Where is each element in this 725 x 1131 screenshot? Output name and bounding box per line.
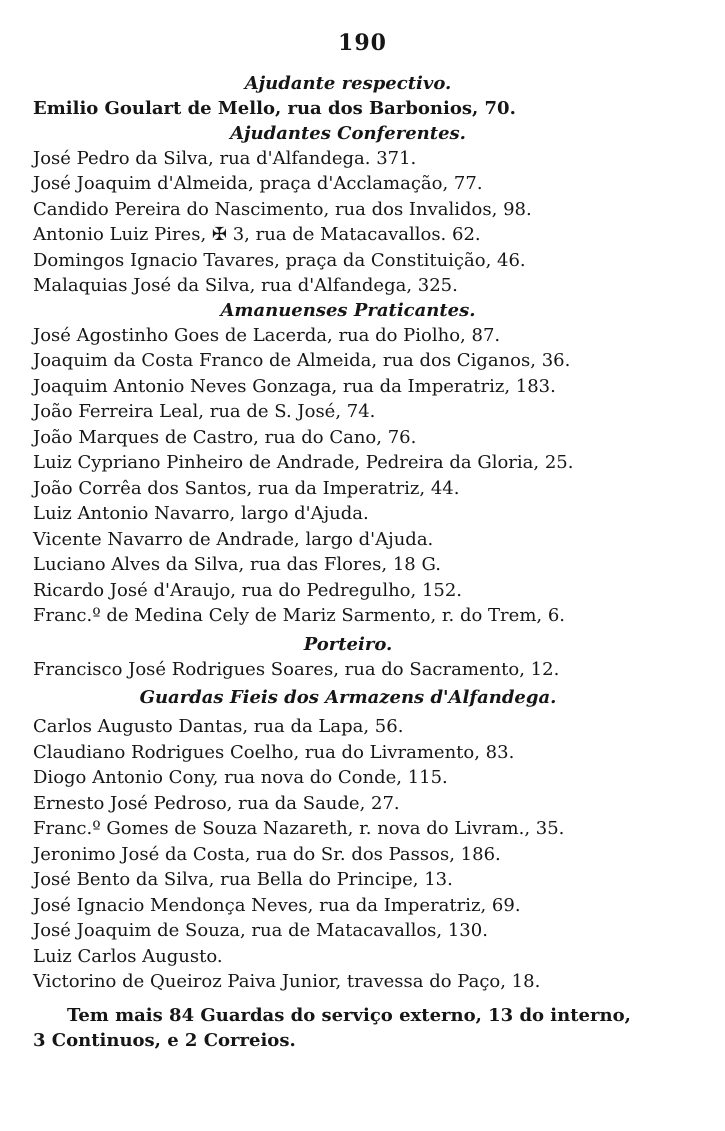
list-item: Vicente Navarro de Andrade, largo d'Ajuda. bbox=[33, 528, 434, 550]
footnote bbox=[33, 1003, 643, 1053]
section-ajudantes-conferentes bbox=[33, 122, 643, 299]
section-ajudante-respectivo bbox=[33, 72, 643, 122]
list-item: Joaquim Antonio Neves Gonzaga, rua da Imperatriz, 183. bbox=[33, 375, 556, 397]
footnote-line: Tem mais 84 Guardas do serviço externo, 13 do interno, bbox=[67, 1004, 631, 1026]
list-item: Luiz Cypriano Pinheiro de Andrade, Pedreira da Gloria, 25. bbox=[33, 452, 574, 473]
list-item: Luciano Alves da Silva, rua das Flores, 18 G. bbox=[33, 554, 441, 575]
section-heading: Ajudante respectivo. bbox=[244, 73, 452, 94]
list-item: João Marques de Castro, rua do Cano, 76. bbox=[33, 426, 417, 448]
list-item: João Corrêa dos Santos, rua da Imperatriz, 44. bbox=[33, 477, 460, 499]
list-item: Joaquim da Costa Franco de Almeida, rua dos Ciganos, 36. bbox=[33, 350, 571, 371]
list-item: João Ferreira Leal, rua de S. José, 74. bbox=[33, 401, 376, 422]
directory-content bbox=[33, 72, 643, 1053]
list-item: Ernesto José Pedroso, rua da Saude, 27. bbox=[33, 792, 400, 814]
list-item: Franc.º de Medina Cely de Mariz Sarmento, r. do Trem, 6. bbox=[33, 605, 566, 626]
list-item: José Pedro da Silva, rua d'Alfandega. 371. bbox=[33, 147, 417, 169]
list-item: Diogo Antonio Cony, rua nova do Conde, 115. bbox=[33, 767, 448, 788]
list-item: Candido Pereira do Nascimento, rua dos Invalidos, 98. bbox=[33, 198, 532, 220]
list-item: Claudiano Rodrigues Coelho, rua do Livramento, 83. bbox=[33, 741, 515, 763]
page-number: 190 bbox=[338, 30, 387, 56]
list-item: José Bento da Silva, rua Bella do Principe, 13. bbox=[33, 869, 453, 890]
list-item: José Ignacio Mendonça Neves, rua da Imperatriz, 69. bbox=[33, 894, 521, 916]
list-item: Luiz Antonio Navarro, largo d'Ajuda. bbox=[33, 503, 369, 524]
entry-list bbox=[33, 96, 643, 122]
section-guardas-fieis bbox=[33, 686, 643, 995]
section-amanuenses-praticantes bbox=[33, 299, 643, 629]
list-item: Luiz Carlos Augusto. bbox=[33, 945, 223, 967]
entry-list bbox=[33, 146, 643, 299]
list-item: Malaquias José da Silva, rua d'Alfandega, 325. bbox=[33, 275, 458, 296]
section-heading: Amanuenses Praticantes. bbox=[220, 299, 476, 321]
entry-list bbox=[33, 657, 643, 683]
list-item: Antonio Luiz Pires, ✠ 3, rua de Matacavallos. 62. bbox=[33, 224, 481, 245]
list-item: José Agostinho Goes de Lacerda, rua do Piolho, 87. bbox=[33, 324, 501, 346]
footnote-line: 3 Continuos, e 2 Correios. bbox=[33, 1029, 296, 1051]
list-item: Francisco José Rodrigues Soares, rua do Sacramento, 12. bbox=[33, 658, 560, 680]
section-heading: Porteiro. bbox=[303, 633, 393, 655]
list-item: Jeronimo José da Costa, rua do Sr. dos Passos, 186. bbox=[33, 843, 501, 865]
list-item: Domingos Ignacio Tavares, praça da Constituição, 46. bbox=[33, 249, 526, 271]
list-item: Emilio Goulart de Mello, rua dos Barbonios, 70. bbox=[33, 98, 516, 119]
list-item: José Joaquim de Souza, rua de Matacavallos, 130. bbox=[33, 920, 488, 941]
list-item: Carlos Augusto Dantas, rua da Lapa, 56. bbox=[33, 716, 404, 737]
section-porteiro bbox=[33, 633, 643, 683]
list-item: Victorino de Queiroz Paiva Junior, travessa do Paço, 18. bbox=[33, 971, 541, 992]
entry-list bbox=[33, 714, 643, 995]
list-item: Franc.º Gomes de Souza Nazareth, r. nova do Livram., 35. bbox=[33, 818, 565, 839]
section-heading: Ajudantes Conferentes. bbox=[230, 122, 466, 144]
list-item: Ricardo José d'Araujo, rua do Pedregulho, 152. bbox=[33, 579, 463, 601]
entry-list bbox=[33, 323, 643, 629]
section-heading: Guardas Fieis dos Armazens d'Alfandega. bbox=[139, 687, 557, 708]
list-item: José Joaquim d'Almeida, praça d'Acclamação, 77. bbox=[33, 173, 483, 194]
